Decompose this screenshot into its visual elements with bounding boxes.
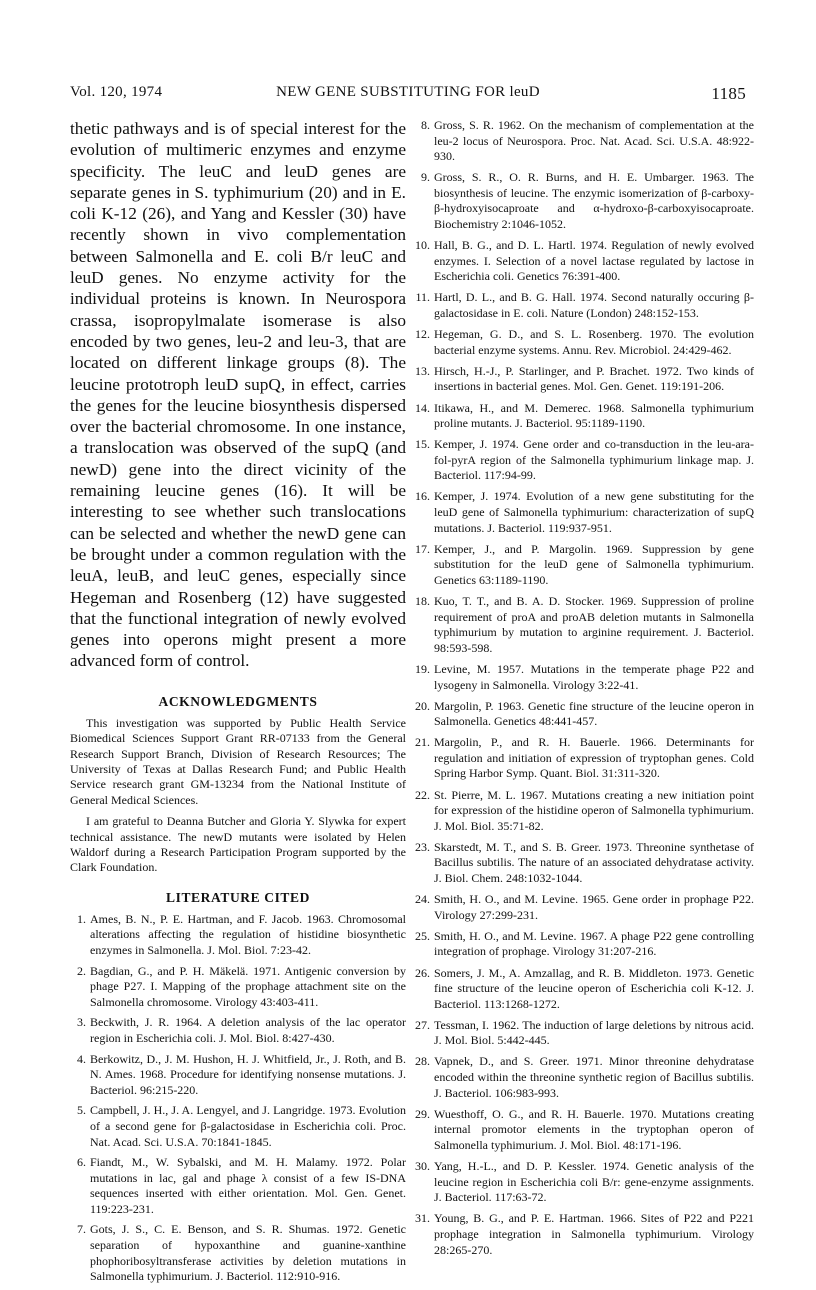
reference-item: 4. Berkowitz, D., J. M. Hushon, H. J. Whitfield, Jr., J. Roth, and B. N. Ames. 1968. Procedure for identifying nonsense mutations. J. Bacteriol. 96:215-220.: [77, 1051, 406, 1097]
reference-item: 7. Gots, J. S., C. E. Benson, and S. R. Shumas. 1972. Genetic separation of hypoxanthine and guanine-xanthine phophoribosyltransferase activities by deletion mutations in Salmonella typhimurium. J. Bacteriol. 112:910-916.: [77, 1222, 406, 1284]
running-header: [70, 84, 746, 104]
reference-item: 1. Ames, B. N., P. E. Hartman, and F. Jacob. 1963. Chromosomal alterations affecting the regulation of histidine biosynthetic enzymes in Salmonella. J. Mol. Biol. 7:23-42.: [77, 911, 406, 957]
reference-item: 5. Campbell, J. H., J. A. Lengyel, and J. Langridge. 1973. Evolution of a second gene for β-galactosidase in Escherichia coli. Proc. Nat. Acad. Sci. U.S.A. 70:1841-1845.: [77, 1103, 406, 1149]
right-column: [414, 118, 754, 1264]
reference-item: 9. Gross, S. R., O. R. Burns, and H. E. Umbarger. 1963. The biosynthesis of leucine. The enzymic isomerization of β-carboxy-β-hydroxyisocaproate and α-hydroxo-β-carboxyisocaproate. Biochemistry 2:1046-1052.: [421, 170, 754, 232]
volume-label: Vol. 120, 1974: [70, 84, 163, 100]
left-column: [70, 118, 406, 1290]
reference-item: 28. Vapnek, D., and S. Greer. 1971. Minor threonine dehydratase encoded within the threonine synthetic region of Bacillus subtilis. J. Bacteriol. 106:983-993.: [415, 1054, 754, 1100]
reference-item: 6. Fiandt, M., W. Sybalski, and M. H. Malamy. 1972. Polar mutations in lac, gal and phage λ consist of a few IS-DNA sequences inserted with either orientation. Mol. Gen. Genet. 119:223-231.: [77, 1155, 406, 1216]
acknowledgment-paragraph: I am grateful to Deanna Butcher and Gloria Y. Slywka for expert technical assistance. The newD mutants were isolated by Helen Waldorf during a Research Participation Program supported by the Clark Foundation.: [70, 814, 406, 875]
literature-cited-heading: LITERATURE CITED: [165, 889, 310, 905]
reference-list-right: [414, 118, 754, 1258]
acknowledgment-paragraph: This investigation was supported by Public Health Service Biomedical Sciences Support Grant RR-07133 from the General Research Support Branch, Division of Research Resources; The University of Texas at Dallas Research Fund; and Public Health Service research grant GM-13234 from the National Institute of General Medical Sciences.: [70, 715, 406, 807]
reference-item: 30. Yang, H.-L., and D. P. Kessler. 1974. Genetic analysis of the leucine region in Escherichia coli B/r: gene-enzyme assignments. J. Bacteriol. 117:63-72.: [415, 1159, 754, 1205]
reference-list-left: [70, 912, 406, 1285]
reference-item: 23. Skarstedt, M. T., and S. B. Greer. 1973. Threonine synthetase of Bacillus subtilis. The nature of an associated dehydratase activity. J. Biol. Chem. 248:1032-1044.: [415, 839, 754, 886]
reference-item: 17. Kemper, J., and P. Margolin. 1969. Suppression by gene substitution for the leuD gene of Salmonella typhimurium. Genetics 63:1189-1190.: [415, 541, 754, 587]
reference-item: 13. Hirsch, H.-J., P. Starlinger, and P. Brachet. 1972. Two kinds of insertions in bacterial genes. Mol. Gen. Genet. 119:191-206.: [415, 363, 754, 394]
reference-item: 22. St. Pierre, M. L. 1967. Mutations creating a new initiation point for expression of the histidine operon of Salmonella typhimurium. J. Mol. Biol. 35:71-82.: [415, 787, 754, 833]
acknowledgments-section: [70, 716, 406, 876]
acknowledgments-heading: ACKNOWLEDGMENTS: [158, 693, 318, 709]
reference-item: 11. Hartl, D. L., and B. G. Hall. 1974. Second naturally occuring β-galactosidase in E. coli. Nature (London) 248:152-153.: [415, 290, 754, 321]
reference-item: 14. Itikawa, H., and M. Demerec. 1968. Salmonella typhimurium proline mutants. J. Bacteriol. 95:1189-1190.: [415, 400, 754, 431]
reference-item: 2. Bagdian, G., and P. H. Mäkelä. 1971. Antigenic conversion by phage P27. I. Mapping of the prophage attachment site on the Salmonella chromosome. Virology 43:403-411.: [77, 963, 406, 1009]
discussion-paragraph: thetic pathways and is of special interest for the evolution of multimeric enzymes and enzyme specificity. The leuC and leuD genes are separate genes in S. typhimurium (20) and in E. coli K-12 (26), and Yang and Kessler (30) have recently shown in vivo complementation between Salmonella and E. coli B/r leuC and leuD genes. No enzyme activity for the individual proteins is known. In Neurospora crassa, isopropylmalate isomerase is also encoded by two genes, leu-2 and leu-3, that are located on different linkage groups (8). The leucine prototroph leuD supQ, in effect, carries the genes for the leucine biosynthesis dispersed over the bacterial chromosome. In one instance, a translocation was observed of the supQ (and newD) gene into the direct vicinity of the remaining leucine genes (16). It will be interesting to see whether such translocations can be selected and whether the newD gene can be brought under a common regulation with the leuA, leuB, and leuC genes, especially since Hegeman and Rosenberg (12) have suggested that the functional integration of newly evolved genes into operons might present a more advanced form of control.: [70, 119, 406, 671]
reference-item: 31. Young, B. G., and P. E. Hartman. 1966. Sites of P22 and P221 prophage integration in Salmonella typhimurium. Virology 28:265-270.: [415, 1211, 754, 1257]
reference-item: 18. Kuo, T. T., and B. A. D. Stocker. 1969. Suppression of proline requirement of proA and proAB deletion mutants in Salmonella typhimurium by mutation to arginine requirement. J. Bacteriol. 98:593-598.: [415, 594, 754, 655]
reference-item: 29. Wuesthoff, O. G., and R. H. Bauerle. 1970. Mutations creating internal promotor elements in the tryptophan operon of Salmonella typhimurium. J. Mol. Biol. 48:171-196.: [415, 1106, 754, 1152]
page-number: 1185: [711, 84, 746, 103]
reference-item: 26. Somers, J. M., A. Amzallag, and R. B. Middleton. 1973. Genetic fine structure of the leucine operon of Escherichia coli K-12. J. Bacteriol. 113:1268-1272.: [415, 965, 754, 1011]
reference-item: 21. Margolin, P., and R. H. Bauerle. 1966. Determinants for regulation and initiation of expression of tryptophan genes. Cold Spring Harbor Symp. Quant. Biol. 31:311-320.: [415, 735, 754, 781]
reference-item: 12. Hegeman, G. D., and S. L. Rosenberg. 1970. The evolution bacterial enzyme systems. Annu. Rev. Microbiol. 24:429-462.: [415, 327, 754, 357]
running-title: NEW GENE SUBSTITUTING FOR leuD: [276, 84, 540, 100]
reference-item: 10. Hall, B. G., and D. L. Hartl. 1974. Regulation of newly evolved enzymes. I. Selection of a novel lactase regulated by lactose in Escherichia coli. Genetics 76:391-400.: [415, 238, 754, 284]
reference-item: 20. Margolin, P. 1963. Genetic fine structure of the leucine operon in Salmonella. Genetics 48:441-457.: [415, 698, 754, 729]
reference-item: 15. Kemper, J. 1974. Gene order and co-transduction in the leu-ara-fol-pyrA region of the Salmonella typhimurium linkage map. J. Bacteriol. 117:94-99.: [415, 437, 754, 483]
reference-item: 3. Beckwith, J. R. 1964. A deletion analysis of the lac operator region in Escherichia coli. J. Mol. Biol. 8:427-430.: [77, 1015, 406, 1045]
discussion-text: [70, 118, 406, 672]
reference-item: 8. Gross, S. R. 1962. On the mechanism of complementation at the leu-2 locus of Neurospora. Proc. Nat. Acad. Sci. U.S.A. 48:922-930.: [421, 118, 754, 164]
reference-item: 25. Smith, H. O., and M. Levine. 1967. A phage P22 gene controlling integration of prophage. Virology 31:207-216.: [415, 928, 754, 959]
reference-item: 16. Kemper, J. 1974. Evolution of a new gene substituting for the leuD gene of Salmonella typhimurium: characterization of supQ mutations. J. Bacteriol. 119:937-951.: [415, 489, 754, 535]
reference-item: 24. Smith, H. O., and M. Levine. 1965. Gene order in prophage P22. Virology 27:299-231.: [415, 892, 754, 922]
reference-item: 19. Levine, M. 1957. Mutations in the temperate phage P22 and lysogeny in Salmonella. Virology 3:22-41.: [415, 661, 754, 692]
reference-item: 27. Tessman, I. 1962. The induction of large deletions by nitrous acid. J. Mol. Biol. 5:442-445.: [415, 1017, 754, 1048]
